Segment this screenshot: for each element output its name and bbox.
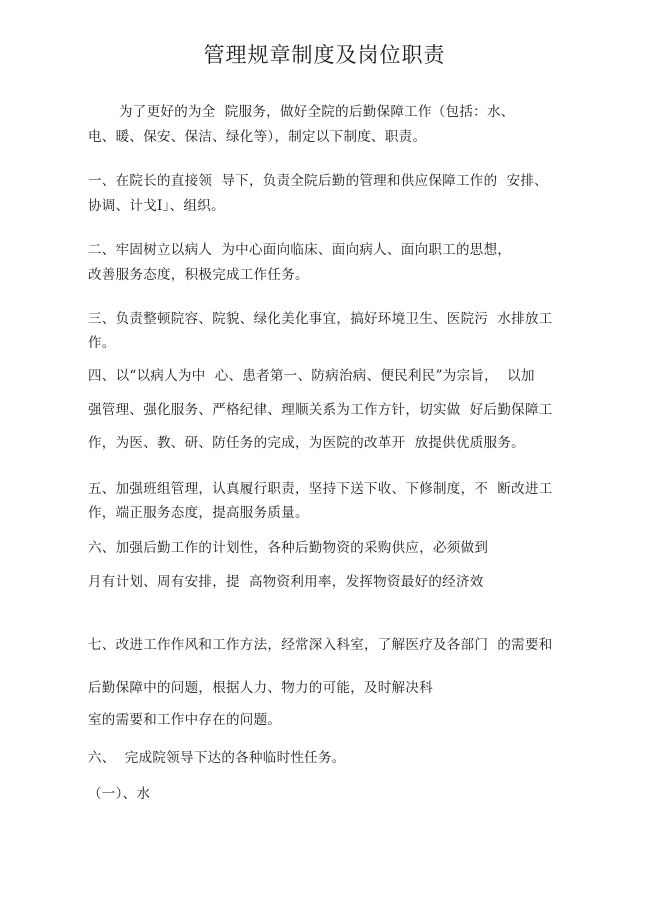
paragraph-line: 六、 完成院领导下达的各种临时性任务。	[88, 750, 346, 766]
paragraph-line: 三、负责整顿院容、院貌、绿化美化事宜，搞好环境卫生、医院污 水排放工	[88, 311, 553, 327]
paragraph-line: 二、牢固树立以病人 为中心面向临床、面向病人、面向职工的思想，	[88, 242, 512, 258]
paragraph-line: 作，端正服务态度，提高服务质量。	[88, 505, 309, 521]
paragraph-line: 作，为医、教、研、防任务的完成，为医院的改革开 放提供优质服务。	[88, 435, 525, 451]
paragraph-line: 后勤保障中的问题，根据人力、物力的可能，及时解决科	[88, 680, 433, 696]
document-title: 管理规章制度及岗位职责	[203, 43, 446, 67]
paragraph-line: （一）、水	[88, 786, 151, 802]
paragraph-line: 电、暖、保安、保洁、绿化等），制定以下制度、职责。	[88, 129, 427, 145]
paragraph-line: 为了更好的为全 院服务，做好全院的后勤保障工作（包括：水、	[119, 104, 515, 120]
paragraph-line: 作。	[88, 335, 116, 351]
paragraph-line: 一、在院长的直接领 导下，负责全院后勤的管理和供应保障工作的 安排、	[88, 173, 548, 189]
paragraph-line: 六、加强后勤工作的计划性，各种后勤物资的采购供应，必须做到	[88, 540, 489, 556]
paragraph-line: 室的需要和工作中存在的问题。	[88, 712, 282, 728]
paragraph-line: 五、加强班组管理，认真履行职责，坚持下送下收、下修制度，不 断改进工	[88, 481, 553, 497]
paragraph-line: 强管理、强化服务、严格纪律、理顺关系为工作方针，切实做 好后勤保障工	[88, 402, 553, 418]
paragraph-line: 改善服务态度，积极完成工作任务。	[88, 267, 309, 283]
paragraph-line: 协调、计戈I」、组织。	[88, 198, 225, 214]
paragraph-line: 月有计划、周有安排，提 高物资利用率，发挥物资最好的经济效	[88, 574, 484, 590]
paragraph-line: 七、改进工作作风和工作方法，经常深入科室，了解医疗及各部门 的需要和	[88, 637, 553, 653]
paragraph-line: 四、以“以病人为中 心、患者第一、防病治病、便民利民”为宗旨， 以加	[88, 368, 535, 384]
